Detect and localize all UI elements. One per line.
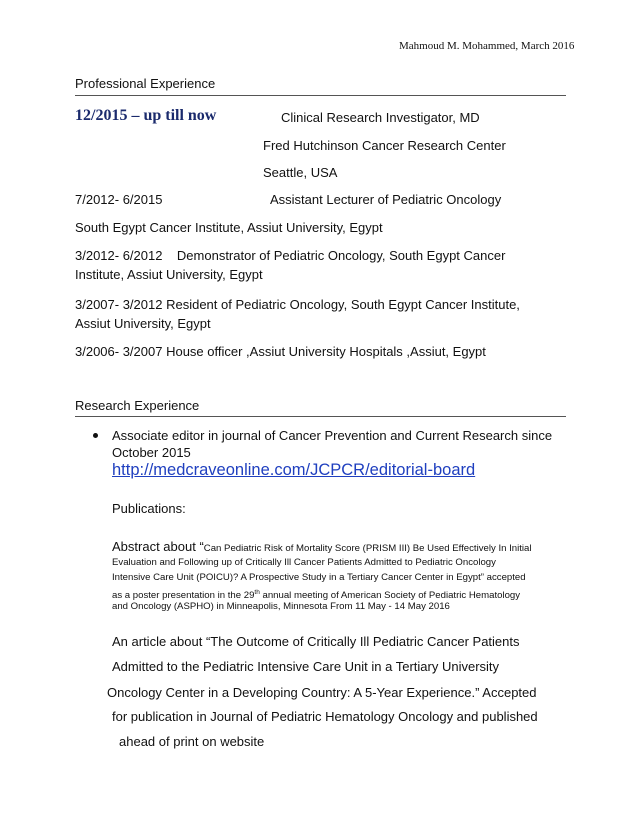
entry-date: 12/2015 – up till now [75,107,217,124]
section-title-professional: Professional Experience [75,76,216,91]
bullet-text: Associate editor in journal of Cancer Prevention and Current Research since [112,428,553,443]
section-divider [75,416,566,417]
article-line: ahead of print on website [119,734,265,749]
entry-line: Assiut University, Egypt [75,316,211,331]
publications-label: Publications: [112,501,186,516]
entry-line: 3/2012- 6/2012 Demonstrator of Pediatric Oncology, South Egypt Cancer [75,248,506,263]
abstract-line: Evaluation and Following up of Critically Ill Cancer Patients Admitted to Pediatric Oncology [112,557,496,568]
entry-organization: South Egypt Cancer Institute, Assiut University, Egypt [75,220,383,235]
abstract-line [112,539,532,556]
entry-line: 3/2006- 3/2007 House officer ,Assiut University Hospitals ,Assiut, Egypt [75,344,486,359]
entry-organization: Fred Hutchinson Cancer Research Center [263,138,506,153]
section-title-research: Research Experience [75,398,200,413]
article-line: Admitted to the Pediatric Intensive Care Unit in a Tertiary University [112,659,500,674]
article-line: for publication in Journal of Pediatric Hematology Oncology and published [112,709,538,724]
abstract-text: annual meeting of American Society of Pediatric Hematology [259,590,521,602]
abstract-line: and Oncology (ASPHO) in Minneapolis, Minnesota From 11 May - 14 May 2016 [112,601,450,612]
editorial-board-link[interactable]: http://medcraveonline.com/JCPCR/editorial-board [112,461,476,479]
abstract-text: Can Pediatric Risk of Mortality Score (PRISM III) Be Used Effectively In Initial [203,543,532,554]
running-head: Mahmoud M. Mohammed, March 2016 [399,40,575,52]
abstract-text: as a poster presentation in the 29 [112,590,255,602]
entry-location: Seattle, USA [263,165,338,180]
article-line: Oncology Center in a Developing Country: A 5-Year Experience.” Accepted [107,685,537,700]
entry-title: Assistant Lecturer of Pediatric Oncology [270,192,502,207]
superscript: th [254,589,260,596]
entry-date: 7/2012- 6/2015 [75,192,163,207]
bullet-text: October 2015 [112,445,191,460]
entry-line: Institute, Assiut University, Egypt [75,267,263,282]
entry-title: Clinical Research Investigator, MD [281,110,480,125]
abstract-lead: Abstract about “ [112,539,204,554]
abstract-line: Intensive Care Unit (POICU)? A Prospective Study in a Tertiary Cancer Center in Egypt” accepted [112,572,526,583]
bullet-icon [93,433,98,438]
article-line: An article about “The Outcome of Critically Ill Pediatric Cancer Patients [112,634,520,649]
entry-line: 3/2007- 3/2012 Resident of Pediatric Oncology, South Egypt Cancer Institute, [75,297,520,312]
section-divider [75,95,566,96]
